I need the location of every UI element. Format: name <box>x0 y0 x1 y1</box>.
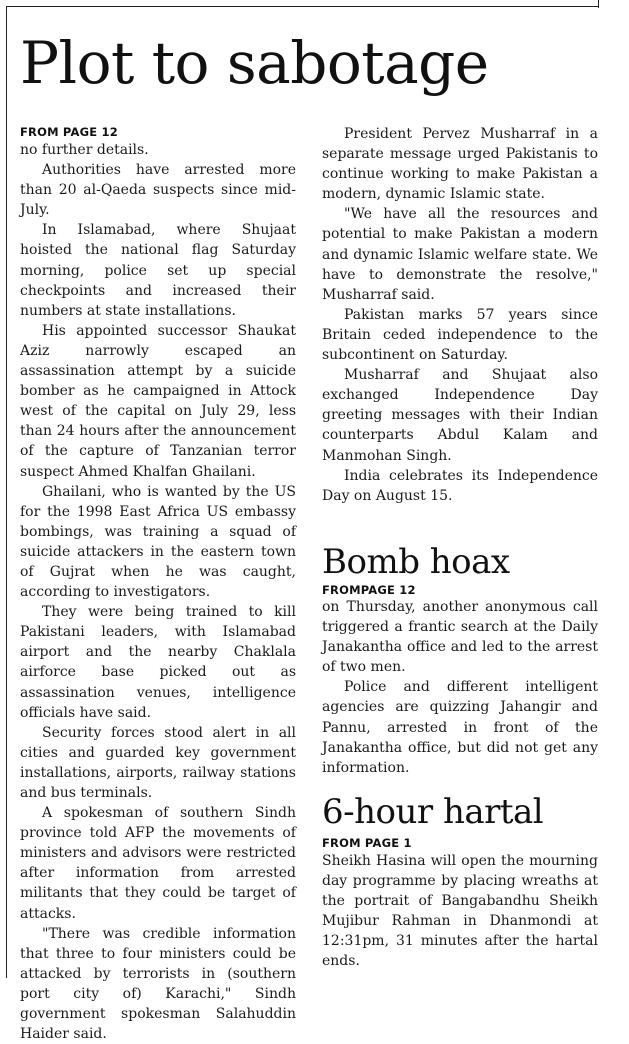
hartal-body <box>322 851 598 972</box>
headline-bomb-hoax: Bomb hoax <box>322 542 510 582</box>
paragraph: India celebrates its Independence Day on August 15. <box>322 467 598 504</box>
headline-6-hour-hartal: 6-hour hartal <box>322 792 544 832</box>
paragraph: Security forces stood alert in all cities and guarded key government installations, airports, railway stations and bus terminals. <box>20 724 296 801</box>
paragraph: "We have all the resources and potential to make Pakistan a modern and dynamic Islamic welfare state. We have to demonstrate the resolve," Musharraf said. <box>322 206 598 303</box>
headline-plot-to-sabotage: Plot to sabotage <box>20 29 489 97</box>
kicker-from-page-1: FROM PAGE 1 <box>322 836 412 850</box>
paragraph: They were being trained to kill Pakistani leaders, with Islamabad airport and the nearby Chaklala airforce base picked out as assassination venues, intelligence officials have said. <box>20 604 296 721</box>
paragraph: President Pervez Musharraf in a separate message urged Pakistanis to continue working to make Pakistan a modern, dynamic Islamic state. <box>322 126 598 203</box>
paragraph: In Islamabad, where Shujaat hoisted the national flag Saturday morning, police set up special checkpoints and increased their numbers at state installations. <box>20 222 296 319</box>
paragraph: "There was credible information that three to four ministers could be attacked by terrorists in (southern port city of) Karachi," Sindh government spokesman Salahuddin Haider said. <box>20 925 296 1043</box>
bomb-hoax-body <box>322 597 598 778</box>
article-column-2 <box>322 124 598 506</box>
kicker-frompage-12: FROMPAGE 12 <box>322 583 416 597</box>
paragraph: Authorities have arrested more than 20 al-Qaeda suspects since mid-July. <box>20 162 296 219</box>
paragraph: Police and different intelligent agencies are quizzing Jahangir and Pannu, arrested in front of the Janakantha office, but did not get any information. <box>322 679 598 776</box>
article-column-1 <box>20 140 296 1044</box>
paragraph: Sheikh Hasina will open the mourning day programme by placing wreaths at the portrait of Bangabandhu Sheikh Mujibur Rahman in Dhanmondi at 12:31pm, 31 minutes after the hartal ends. <box>322 853 598 970</box>
left-rule <box>6 6 7 978</box>
paragraph: no further details. <box>20 142 149 158</box>
paragraph: A spokesman of southern Sindh province told AFP the movements of ministers and advisors were restricted after information from arrested militants that they could be target of attacks. <box>20 805 296 922</box>
paragraph: Ghailani, who is wanted by the US for the 1998 East Africa US embassy bombings, was training a squad of suicide attackers in the eastern town of Gujrat when he was caught, according to investigators. <box>20 483 296 601</box>
right-rule <box>598 0 599 8</box>
paragraph: Pakistan marks 57 years since Britain ceded independence to the subcontinent on Saturday. <box>322 306 598 364</box>
kicker-from-page-12: FROM PAGE 12 <box>20 125 118 139</box>
paragraph: His appointed successor Shaukat Aziz narrowly escaped an assassination attempt by a suicide bomber as he campaigned in Attock west of the capital on July 29, less than 24 hours after the announcement of the capture of Tanzanian terror suspect Ahmed Khalfan Ghailani. <box>20 322 296 480</box>
paragraph: on Thursday, another anonymous call triggered a frantic search at the Daily Janakantha office and led to the arrest of two men. <box>322 599 598 676</box>
paragraph: Musharraf and Shujaat also exchanged Independence Day greeting messages with their Indian counterparts Abdul Kalam and Manmohan Singh. <box>322 367 598 464</box>
top-rule <box>6 6 599 7</box>
